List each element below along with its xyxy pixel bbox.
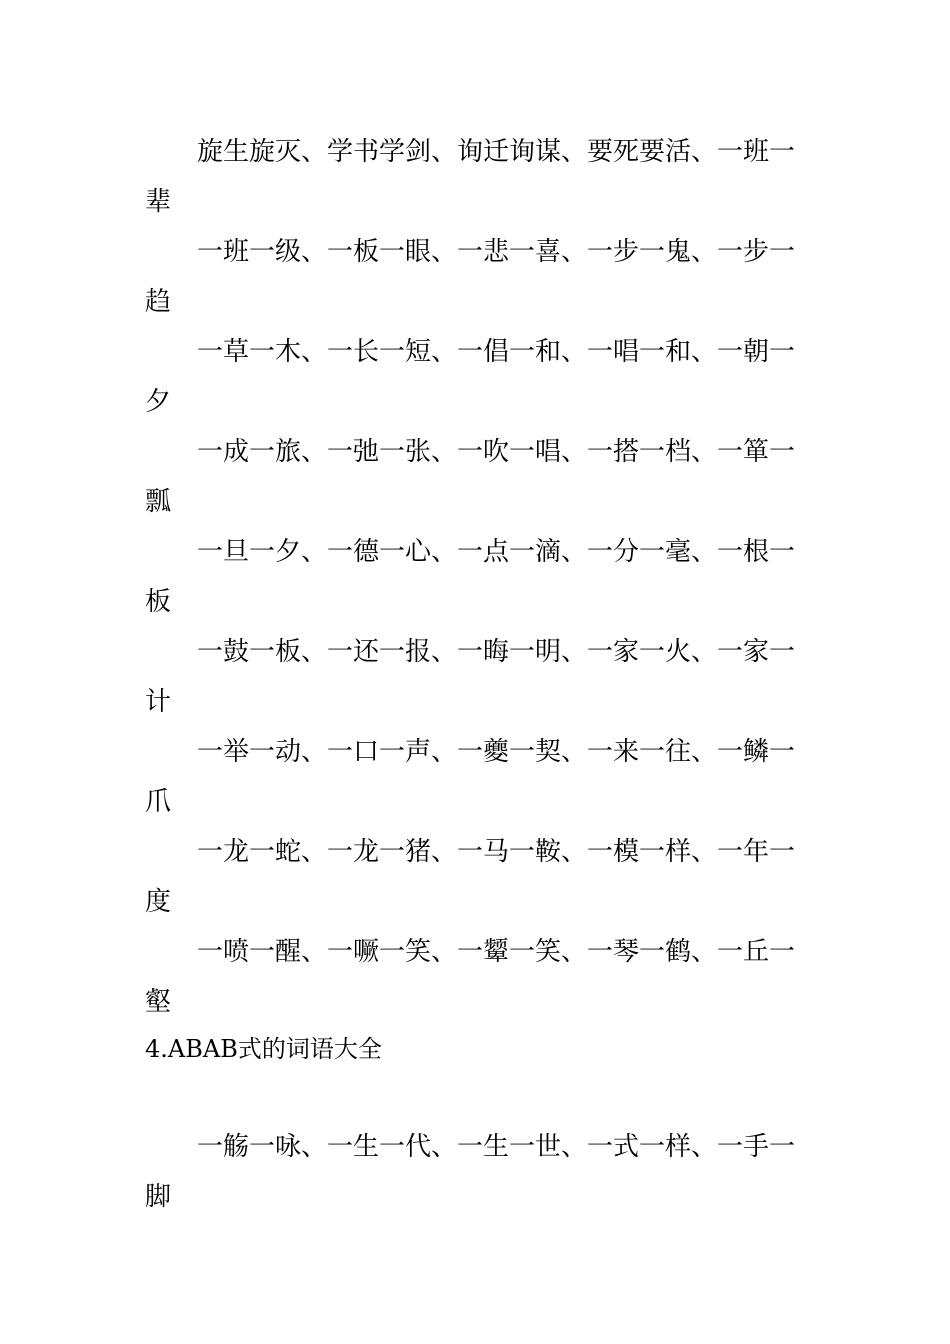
idiom-paragraph-3 <box>145 327 810 427</box>
idiom-paragraph-7 <box>145 727 810 827</box>
paragraph-line: 度 <box>145 887 172 917</box>
idiom-paragraph-10 <box>145 1122 810 1222</box>
idiom-paragraph-1 <box>145 127 810 227</box>
idiom-paragraph-8 <box>145 827 810 927</box>
paragraph-line: 壑 <box>145 987 172 1017</box>
paragraph-line: 趋 <box>145 287 172 317</box>
section-heading: 4.ABAB式的词语大全 <box>145 1035 382 1063</box>
paragraph-line: 计 <box>145 687 172 717</box>
idiom-paragraph-5 <box>145 527 810 627</box>
idiom-paragraph-6 <box>145 627 810 727</box>
paragraph-line: 一鼓一板、一还一报、一晦一明、一家一火、一家一 <box>197 637 796 667</box>
paragraph-line: 一成一旅、一弛一张、一吹一唱、一搭一档、一箪一 <box>197 437 796 467</box>
paragraph-line: 夕 <box>145 387 172 417</box>
paragraph-line: 一班一级、一板一眼、一悲一喜、一步一鬼、一步一 <box>197 237 796 267</box>
paragraph-line: 瓢 <box>145 487 172 517</box>
paragraph-line: 一草一木、一长一短、一倡一和、一唱一和、一朝一 <box>197 337 796 367</box>
paragraph-line: 一觞一咏、一生一代、一生一世、一式一样、一手一 <box>197 1132 796 1162</box>
paragraph-line: 辈 <box>145 187 172 217</box>
idiom-paragraph-4 <box>145 427 810 527</box>
idiom-paragraph-9 <box>145 927 810 1027</box>
paragraph-line: 一旦一夕、一德一心、一点一滴、一分一毫、一根一 <box>197 537 796 567</box>
paragraph-line: 一喷一醒、一噘一笑、一颦一笑、一琴一鹤、一丘一 <box>197 937 796 967</box>
idiom-paragraph-2 <box>145 227 810 327</box>
paragraph-line: 一举一动、一口一声、一夔一契、一来一往、一鳞一 <box>197 737 796 767</box>
paragraph-line: 板 <box>145 587 172 617</box>
paragraph-line: 一龙一蛇、一龙一猪、一马一鞍、一模一样、一年一 <box>197 837 796 867</box>
paragraph-line: 脚 <box>145 1182 172 1212</box>
paragraph-line: 爪 <box>145 787 172 817</box>
paragraph-line: 旋生旋灭、学书学剑、询迁询谋、要死要活、一班一 <box>197 137 796 167</box>
